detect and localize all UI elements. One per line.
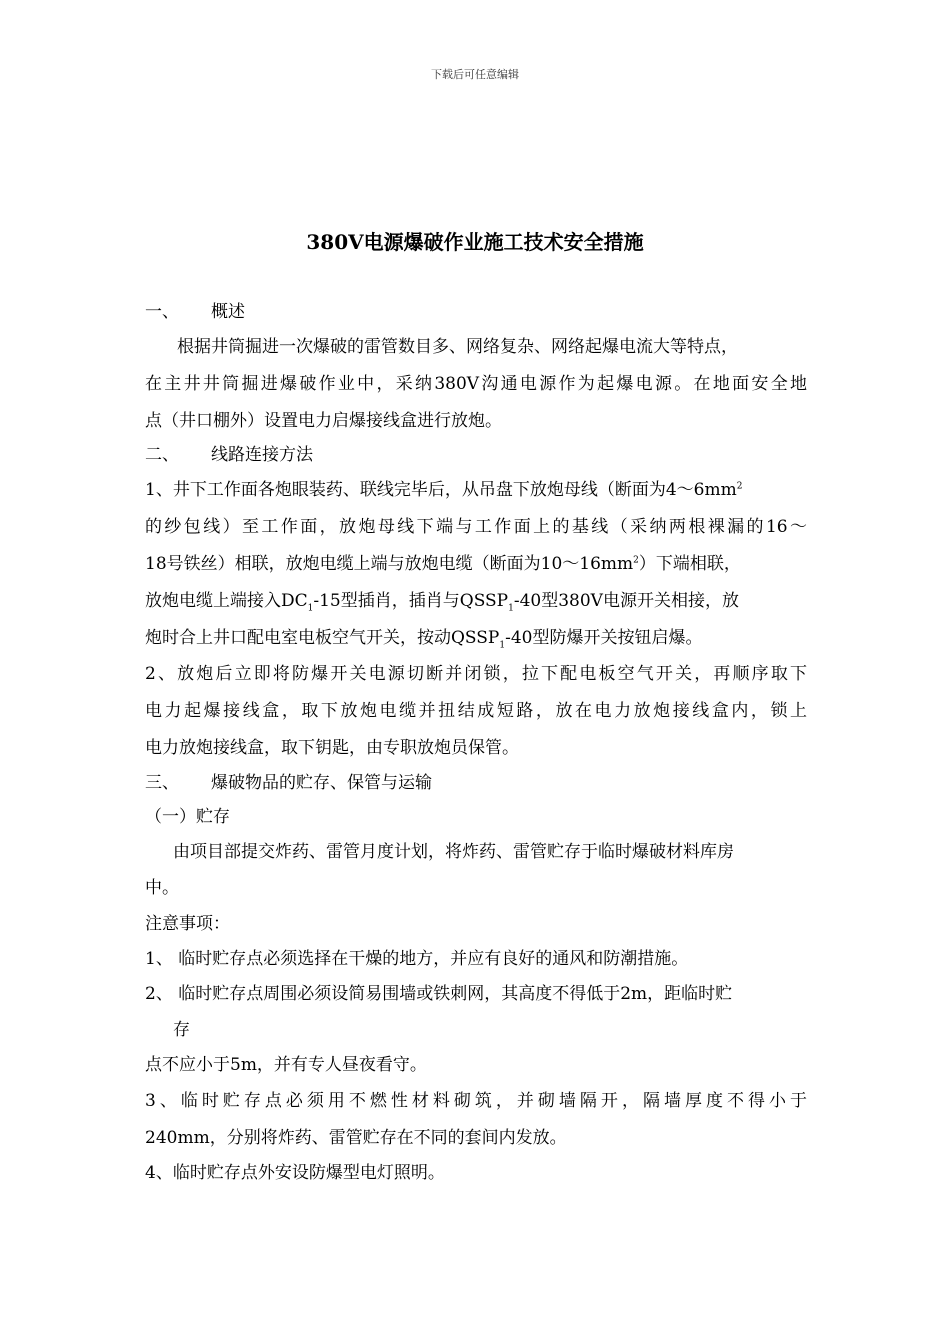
section-number: 三、 [145, 773, 179, 793]
text-run: 1、井下工作面各炮眼装药、联线完毕后，从吊盘下放炮母线（断面为4～6mm [145, 480, 737, 500]
text-run: ）下端相联， [638, 554, 741, 574]
section-3-heading [145, 772, 432, 794]
paragraph-line: 中。 [145, 878, 179, 898]
subscript: 1 [307, 603, 314, 614]
section-title: 概述 [211, 302, 245, 322]
paragraph-line [145, 627, 703, 649]
paragraph-line: 在主井井筒掘进爆破作业中，采纳380V沟通电源作为起爆电源。在地面安全地 [145, 374, 807, 394]
superscript: 2 [736, 481, 743, 492]
paragraph-line [145, 590, 739, 612]
subscript: 1 [508, 603, 514, 614]
section-number: 二、 [145, 445, 179, 465]
subsection-heading: （一）贮存 [145, 807, 230, 827]
paragraph-line: 电力放炮接线盒，取下钥匙，由专职放炮员保管。 [145, 738, 519, 758]
note-item-continuation: 存 [173, 1020, 190, 1040]
notes-heading: 注意事项： [145, 914, 230, 934]
note-item: 1、 临时贮存点必须选择在干燥的地方，并应有良好的通风和防潮措施。 [145, 949, 689, 969]
section-number: 一、 [145, 302, 179, 322]
paragraph-line: 根据井筒掘进一次爆破的雷管数目多、网络复杂、网络起爆电流大等特点， [177, 337, 738, 357]
paragraph-line [145, 553, 741, 575]
paragraph-line: 点（井口棚外）设置电力启爆接线盒进行放炮。 [145, 411, 502, 431]
paragraph-line: 的纱包线）至工作面，放炮母线下端与工作面上的基线（采纳两根裸漏的16～ [145, 517, 807, 537]
page-header-note: 下载后可任意编辑 [431, 68, 519, 81]
section-1-heading [145, 301, 245, 323]
section-2-heading [145, 444, 313, 466]
note-item: 2、 临时贮存点周围必须设简易围墙或铁刺网，其高度不得低于2m，距临时贮 [145, 984, 733, 1004]
note-item: 3、临时贮存点必须用不燃性材料砌筑，并砌墙隔开，隔墙厚度不得小于 [145, 1091, 807, 1111]
paragraph-line: 电力起爆接线盒，取下放炮电缆并扭结成短路，放在电力放炮接线盒内，锁上 [145, 701, 807, 721]
text-run: -40型防爆开关按钮启爆。 [505, 628, 703, 648]
paragraph-line: 由项目部提交炸药、雷管月度计划，将炸药、雷管贮存于临时爆破材料库房 [173, 842, 734, 862]
note-item-continuation: 点不应小于5m，并有专人昼夜看守。 [145, 1055, 427, 1075]
paragraph-line: 2、放炮后立即将防爆开关电源切断并闭锁，拉下配电板空气开关，再顺序取下 [145, 664, 807, 684]
document-title: 380V电源爆破作业施工技术安全措施 [306, 230, 644, 254]
superscript: 2 [633, 555, 639, 566]
note-item: 4、临时贮存点外安设防爆型电灯照明。 [145, 1163, 445, 1183]
text-run: 放炮电缆上端接入DC [145, 591, 308, 611]
subscript: 1 [499, 640, 506, 651]
text-run: 炮时合上井口配电室电板空气开关，按动QSSP [145, 628, 500, 648]
text-run: -15型插肖，插肖与QSSP [313, 591, 509, 611]
paragraph-line [145, 479, 742, 501]
text-run: 18号铁丝）相联，放炮电缆上端与放炮电缆（断面为10～16mm [145, 554, 634, 574]
section-title: 线路连接方法 [211, 445, 313, 465]
section-title: 爆破物品的贮存、保管与运输 [211, 773, 432, 793]
text-run: -40型380V电源开关相接，放 [513, 591, 739, 611]
note-item-continuation: 240mm，分别将炸药、雷管贮存在不同的套间内发放。 [145, 1128, 567, 1148]
